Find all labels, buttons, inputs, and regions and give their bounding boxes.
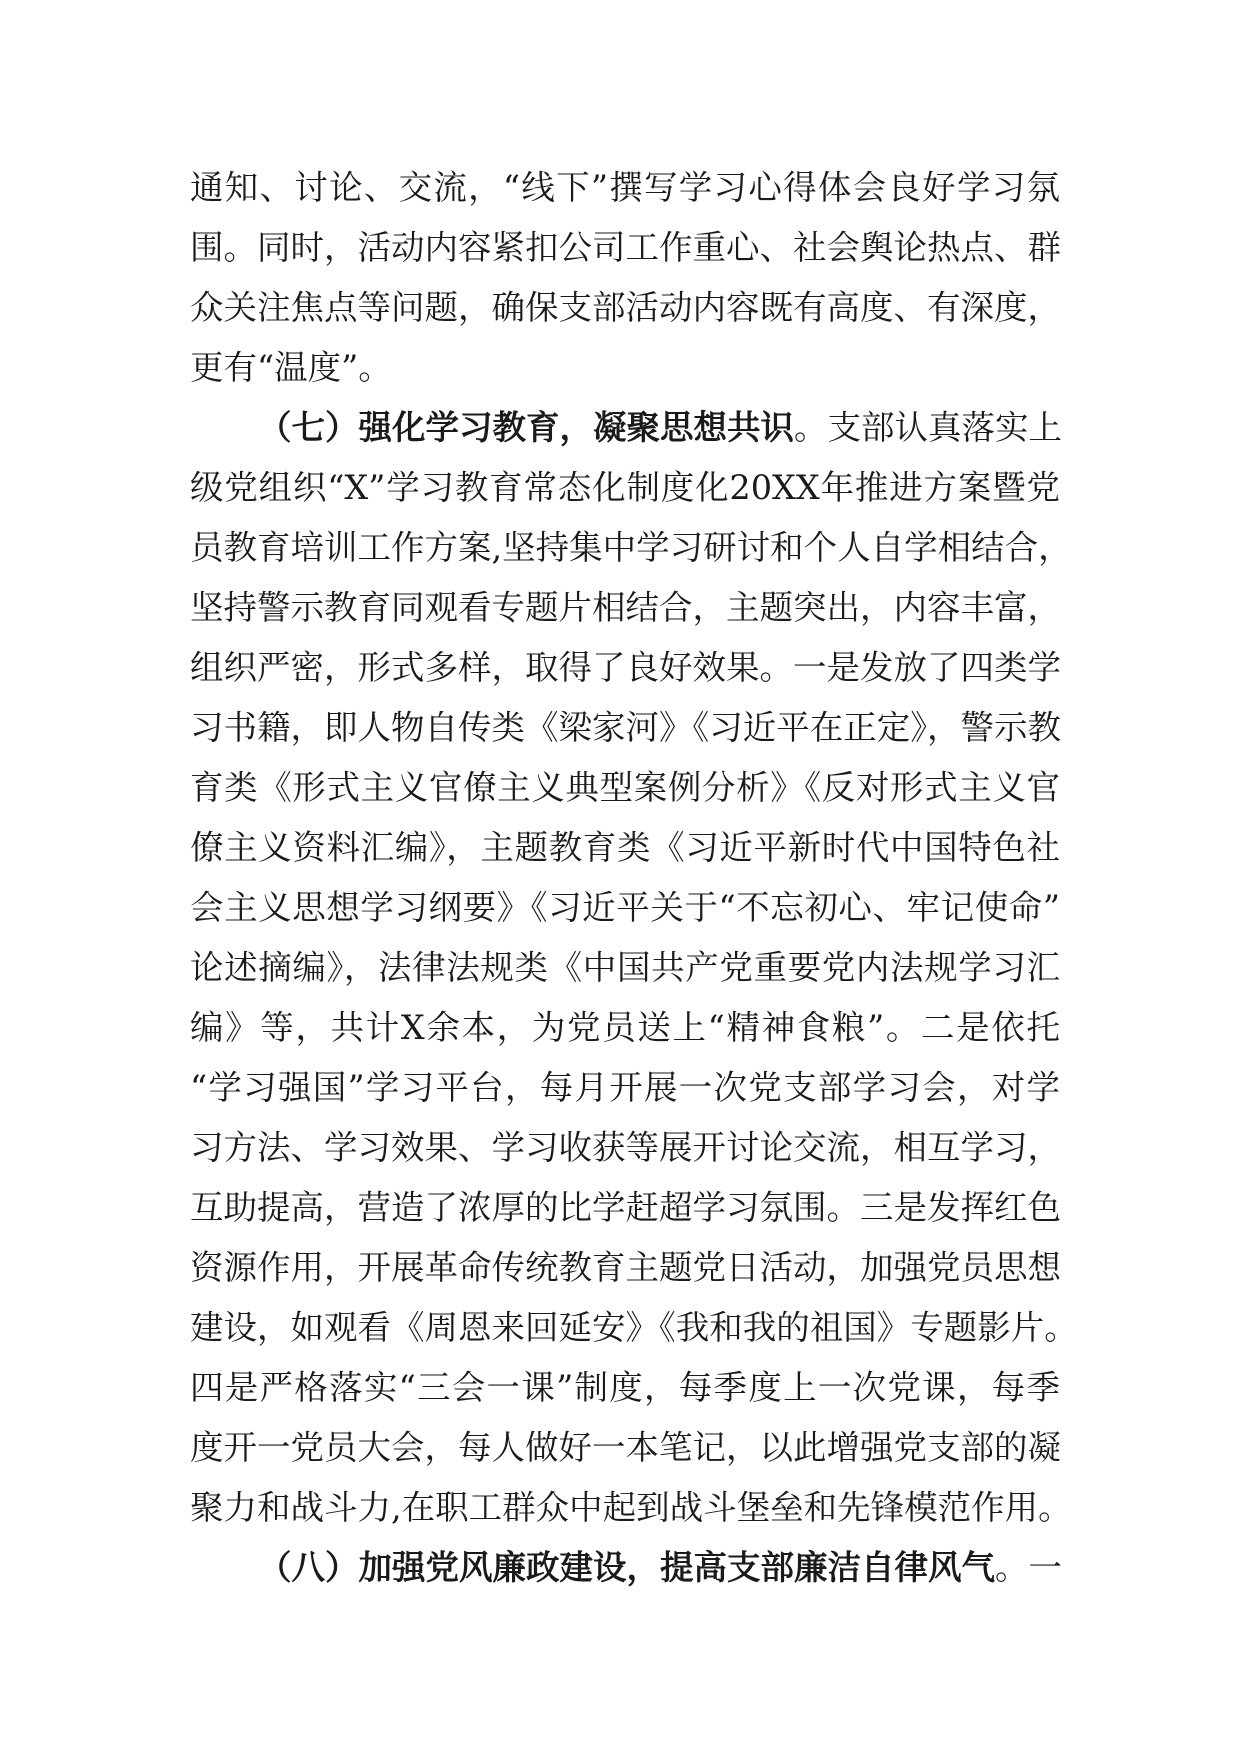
paragraph-3-first-line bbox=[258, 1538, 1060, 1598]
paragraph-3-first-line-text: 。一 bbox=[995, 1548, 1062, 1587]
paragraph-1-line: 围。同时，活动内容紧扣公司工作重心、社会舆论热点、群 bbox=[190, 228, 1061, 267]
paragraph-2-line: 育类《形式主义官僚主义典型案例分析》《反对形式主义官 bbox=[190, 768, 1060, 807]
paragraph-2-line: “学习强国”学习平台，每月开展一次党支部学习会，对学 bbox=[190, 1068, 1060, 1107]
paragraph-2-line: 建设，如观看《周恩来回延安》《我和我的祖国》专题影片。 bbox=[190, 1308, 1078, 1347]
paragraph-2-line: 组织严密，形式多样，取得了良好效果。一是发放了四类学 bbox=[190, 648, 1061, 687]
paragraph-2-line: 员教育培训工作方案,坚持集中学习研讨和个人自学相结合， bbox=[190, 528, 1072, 567]
paragraph-1-line: 众关注焦点等问题，确保支部活动内容既有高度、有深度， bbox=[190, 288, 1061, 327]
paragraph-2-line: 编》等，共计X余本，为党员送上“精神食粮”。二是依托 bbox=[190, 1008, 1060, 1047]
paragraph-2-line: 习方法、学习效果、学习收获等展开讨论交流，相互学习， bbox=[190, 1128, 1061, 1167]
paragraph-2-line: 四是严格落实“三会一课”制度，每季度上一次党课，每季 bbox=[190, 1368, 1060, 1407]
section-heading-7: （七）强化学习教育，凝聚思想共识 bbox=[258, 408, 794, 447]
paragraph-2-line: 论述摘编》，法律法规类《中国共产党重要党内法规学习汇 bbox=[190, 948, 1060, 987]
paragraph-2-line: 级党组织“X”学习教育常态化制度化20XX年推进方案暨党 bbox=[190, 468, 1060, 507]
paragraph-2-line: 坚持警示教育同观看专题片相结合，主题突出，内容丰富， bbox=[190, 588, 1061, 627]
paragraph-2-line: 度开一党员大会，每人做好一本笔记，以此增强党支部的凝 bbox=[190, 1428, 1061, 1467]
paragraph-1-line: 通知、讨论、交流，“线下”撰写学习心得体会良好学习氛 bbox=[190, 168, 1060, 207]
paragraph-2-line: 互助提高，营造了浓厚的比学赶超学习氛围。三是发挥红色 bbox=[190, 1188, 1061, 1227]
paragraph-2-line: 聚力和战斗力,在职工群众中起到战斗堡垒和先锋模范作用。 bbox=[190, 1488, 1072, 1527]
paragraph-2-line: 僚主义资料汇编》，主题教育类《习近平新时代中国特色社 bbox=[190, 828, 1060, 867]
paragraph-2-line: 习书籍，即人物自传类《梁家河》《习近平在正定》，警示教 bbox=[190, 708, 1061, 747]
paragraph-2-first-line bbox=[258, 398, 1060, 458]
paragraph-2-first-line-text: 。支部认真落实上 bbox=[794, 408, 1062, 447]
section-heading-8: （八）加强党风廉政建设，提高支部廉洁自律风气 bbox=[258, 1548, 995, 1587]
paragraph-1-line: 更有“温度”。 bbox=[190, 348, 392, 387]
paragraph-2-line: 资源作用，开展革命传统教育主题党日活动，加强党员思想 bbox=[190, 1248, 1061, 1287]
paragraph-2-line: 会主义思想学习纲要》《习近平关于“不忘初心、牢记使命” bbox=[190, 888, 1060, 927]
